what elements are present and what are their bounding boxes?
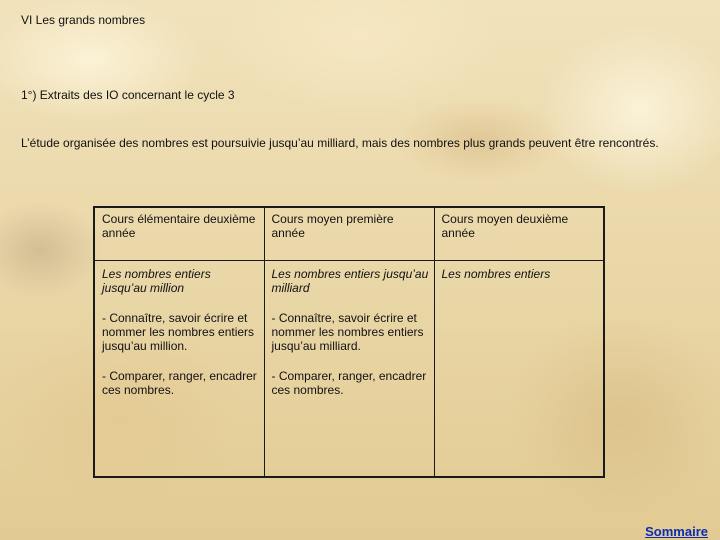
page-title: VI Les grands nombres	[21, 13, 146, 27]
header-cm1: Cours moyen première année	[264, 207, 434, 261]
table-cell: - Comparer, ranger, encadrer ces nombres.	[94, 363, 264, 477]
table-header-row	[94, 207, 604, 261]
sommaire-link[interactable]: Sommaire	[645, 524, 708, 539]
table-row	[94, 307, 604, 363]
table-cell: - Connaître, savoir écrire et nommer les nombres entiers jusqu’au milliard.	[264, 307, 434, 363]
curriculum-table	[93, 206, 605, 478]
table-cell	[434, 363, 604, 477]
table-cell: Les nombres entiers jusqu’au milliard	[264, 261, 434, 308]
intro-paragraph: L’étude organisée des nombres est poursuivie jusqu’au milliard, mais des nombres plus grands peuvent être rencontrés.	[21, 136, 659, 150]
table-row	[94, 261, 604, 308]
table-row	[94, 363, 604, 477]
table-cell: - Comparer, ranger, encadrer ces nombres.	[264, 363, 434, 477]
table-cell	[434, 307, 604, 363]
section-subtitle: 1°) Extraits des IO concernant le cycle 3	[21, 88, 235, 102]
table-cell: Les nombres entiers	[434, 261, 604, 308]
table-cell: - Connaître, savoir écrire et nommer les nombres entiers jusqu’au million.	[94, 307, 264, 363]
header-ce2: Cours élémentaire deuxième année	[94, 207, 264, 261]
header-cm2: Cours moyen deuxième année	[434, 207, 604, 261]
table-cell: Les nombres entiers jusqu’au million	[94, 261, 264, 308]
